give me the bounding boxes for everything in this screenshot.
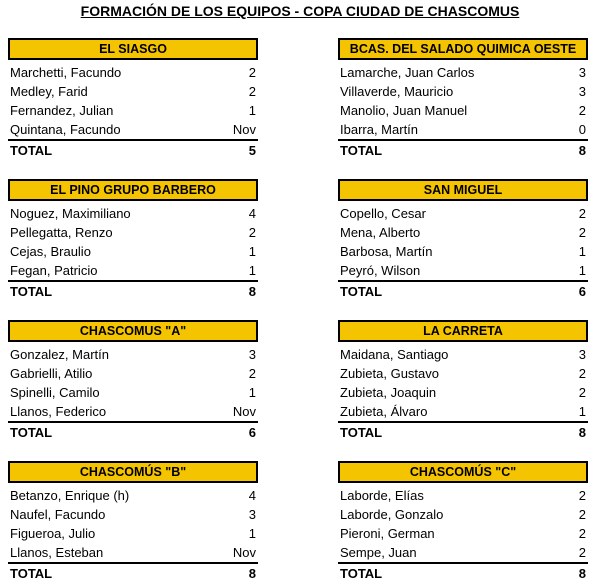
player-row [8, 242, 258, 261]
team-name: CHASCOMÚS "B" [8, 461, 258, 483]
team-total-row [8, 280, 258, 301]
player-name: Zubieta, Álvaro [340, 404, 428, 419]
player-name: Peyró, Wilson [340, 263, 421, 278]
team-total-row [8, 421, 258, 442]
player-score: 2 [578, 206, 586, 221]
player-name: Gonzalez, Martín [10, 347, 109, 362]
player-name: Mena, Alberto [340, 225, 421, 240]
team-total-row [338, 562, 588, 583]
player-list [8, 486, 258, 562]
player-list [338, 204, 588, 280]
player-name: Villaverde, Mauricio [340, 84, 454, 99]
player-score: Nov [232, 545, 256, 560]
player-list [338, 345, 588, 421]
player-row [8, 101, 258, 120]
player-row [338, 383, 588, 402]
player-row [338, 345, 588, 364]
player-score: 3 [578, 65, 586, 80]
player-score: 2 [248, 84, 256, 99]
total-value: 5 [248, 143, 256, 158]
team-name: CHASCOMUS "A" [8, 320, 258, 342]
team-block [8, 179, 258, 301]
player-row [338, 204, 588, 223]
player-name: Naufel, Facundo [10, 507, 106, 522]
player-score: 2 [248, 366, 256, 381]
team-block [338, 320, 588, 442]
player-name: Copello, Cesar [340, 206, 426, 221]
player-list [338, 486, 588, 562]
player-row [338, 120, 588, 139]
player-score: 2 [578, 385, 586, 400]
player-score: 1 [248, 526, 256, 541]
player-row [8, 223, 258, 242]
player-name: Fernandez, Julian [10, 103, 114, 118]
player-score: 1 [248, 244, 256, 259]
team-block [338, 179, 588, 301]
team-name: BCAS. DEL SALADO QUIMICA OESTE [338, 38, 588, 60]
player-score: 2 [578, 225, 586, 240]
player-name: Quintana, Facundo [10, 122, 121, 137]
player-name: Cejas, Braulio [10, 244, 91, 259]
player-row [8, 486, 258, 505]
player-score: 1 [578, 404, 586, 419]
player-name: Pellegatta, Renzo [10, 225, 113, 240]
player-name: Manolio, Juan Manuel [340, 103, 468, 118]
player-name: Marchetti, Facundo [10, 65, 122, 80]
team-total-row [8, 139, 258, 160]
player-row [8, 364, 258, 383]
player-score: 2 [248, 65, 256, 80]
player-row [8, 543, 258, 562]
player-score: 1 [248, 263, 256, 278]
player-score: 4 [248, 488, 256, 503]
player-row [8, 82, 258, 101]
player-row [338, 543, 588, 562]
player-name: Zubieta, Joaquin [340, 385, 437, 400]
total-label: TOTAL [10, 566, 53, 581]
team-total-row [8, 562, 258, 583]
player-row [338, 242, 588, 261]
player-list [8, 345, 258, 421]
player-name: Medley, Farid [10, 84, 88, 99]
player-score: 3 [578, 84, 586, 99]
total-value: 6 [578, 284, 586, 299]
team-name: CHASCOMÚS "C" [338, 461, 588, 483]
player-score: 0 [578, 122, 586, 137]
page-title: FORMACIÓN DE LOS EQUIPOS - COPA CIUDAD DE CHASCOMUS [80, 3, 520, 19]
total-value: 8 [578, 566, 586, 581]
player-score: 1 [248, 103, 256, 118]
player-row [8, 120, 258, 139]
player-score: 2 [578, 366, 586, 381]
total-value: 8 [248, 284, 256, 299]
player-list [338, 63, 588, 139]
player-row [338, 364, 588, 383]
player-name: Barbosa, Martín [340, 244, 433, 259]
player-row [338, 524, 588, 543]
player-score: Nov [232, 404, 256, 419]
team-block [338, 461, 588, 583]
player-score: 2 [578, 526, 586, 541]
team-total-row [338, 139, 588, 160]
player-name: Laborde, Elías [340, 488, 424, 503]
player-row [8, 345, 258, 364]
player-score: 4 [248, 206, 256, 221]
total-label: TOTAL [10, 143, 53, 158]
player-name: Laborde, Gonzalo [340, 507, 444, 522]
total-label: TOTAL [340, 143, 383, 158]
player-name: Fegan, Patricio [10, 263, 98, 278]
total-value: 8 [578, 425, 586, 440]
player-row [338, 505, 588, 524]
player-score: 1 [248, 385, 256, 400]
total-value: 8 [248, 566, 256, 581]
player-name: Sempe, Juan [340, 545, 417, 560]
player-name: Lamarche, Juan Carlos [340, 65, 475, 80]
player-name: Betanzo, Enrique (h) [10, 488, 130, 503]
player-name: Pieroni, German [340, 526, 435, 541]
player-name: Noguez, Maximiliano [10, 206, 131, 221]
team-total-row [338, 280, 588, 301]
player-row [338, 486, 588, 505]
player-row [8, 383, 258, 402]
player-name: Spinelli, Camilo [10, 385, 100, 400]
player-score: 2 [578, 507, 586, 522]
total-value: 6 [248, 425, 256, 440]
player-row [8, 261, 258, 280]
player-list [8, 63, 258, 139]
player-row [8, 524, 258, 543]
player-row [8, 505, 258, 524]
player-row [8, 63, 258, 82]
player-score: 2 [248, 225, 256, 240]
player-score: Nov [232, 122, 256, 137]
player-name: Gabrielli, Atilio [10, 366, 93, 381]
player-name: Llanos, Esteban [10, 545, 104, 560]
player-score: 3 [578, 347, 586, 362]
player-name: Llanos, Federico [10, 404, 107, 419]
team-total-row [338, 421, 588, 442]
team-name: EL PINO GRUPO BARBERO [8, 179, 258, 201]
player-score: 1 [578, 263, 586, 278]
player-score: 3 [248, 347, 256, 362]
player-score: 3 [248, 507, 256, 522]
player-row [338, 261, 588, 280]
player-name: Maidana, Santiago [340, 347, 449, 362]
player-name: Ibarra, Martín [340, 122, 419, 137]
total-label: TOTAL [10, 284, 53, 299]
player-name: Figueroa, Julio [10, 526, 96, 541]
player-score: 2 [578, 103, 586, 118]
player-row [338, 223, 588, 242]
player-score: 2 [578, 545, 586, 560]
player-row [338, 101, 588, 120]
team-block [8, 461, 258, 583]
team-name: LA CARRETA [338, 320, 588, 342]
team-block [8, 320, 258, 442]
player-score: 1 [578, 244, 586, 259]
team-name: EL SIASGO [8, 38, 258, 60]
total-label: TOTAL [340, 425, 383, 440]
player-row [8, 402, 258, 421]
total-value: 8 [578, 143, 586, 158]
total-label: TOTAL [340, 284, 383, 299]
player-row [338, 82, 588, 101]
team-name: SAN MIGUEL [338, 179, 588, 201]
player-row [338, 402, 588, 421]
player-list [8, 204, 258, 280]
player-row [8, 204, 258, 223]
player-name: Zubieta, Gustavo [340, 366, 439, 381]
player-row [338, 63, 588, 82]
team-block [338, 38, 588, 160]
player-score: 2 [578, 488, 586, 503]
total-label: TOTAL [340, 566, 383, 581]
team-block [8, 38, 258, 160]
total-label: TOTAL [10, 425, 53, 440]
